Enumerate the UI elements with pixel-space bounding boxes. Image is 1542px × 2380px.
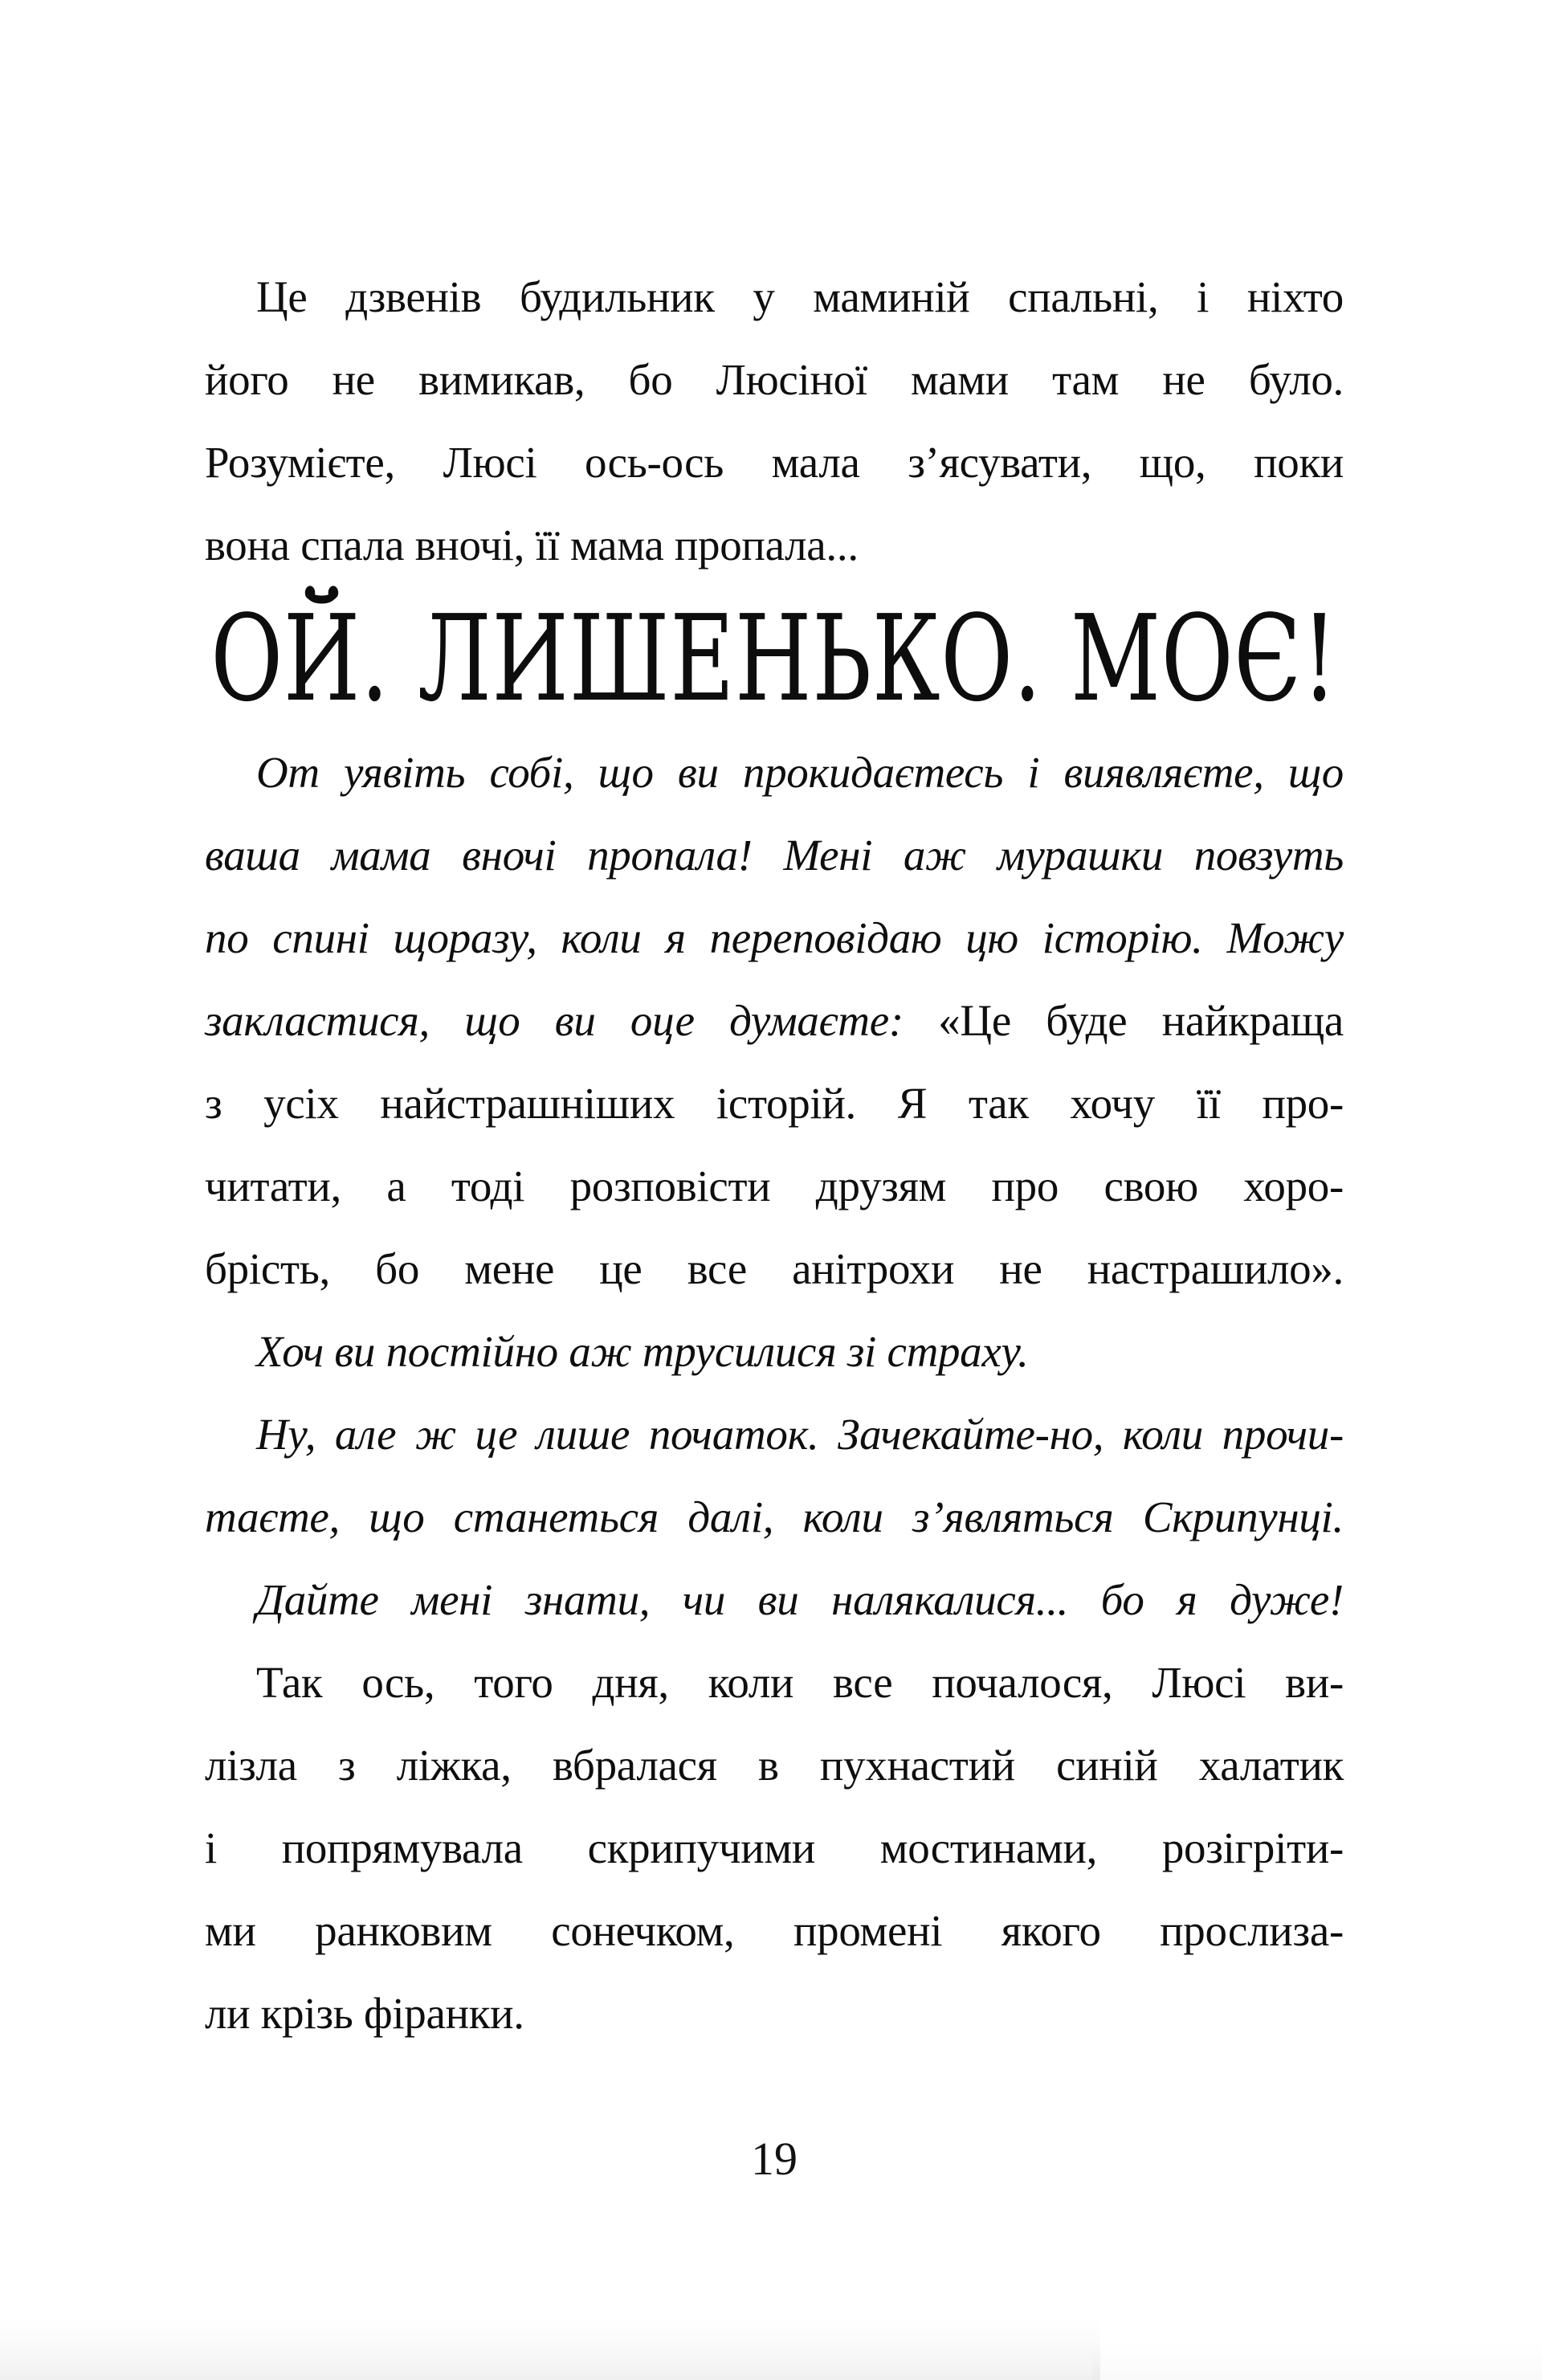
text-line: таєте, що станеться далі, коли з’являться Скрипунці. [205,1492,1344,1541]
text-line-mixed [205,979,1344,1062]
text-line: ваша мама вночі пропала! Мені аж мурашки повзуть [205,831,1344,880]
text-line: Дайте мені знати, чи ви налякалися... бо я дуже! [256,1575,1344,1624]
text-line: брість, бо мене це все анітрохи не настрашило». [205,1244,1344,1293]
text-line: і попрямувала скрипучими мостинами, розігріти- [205,1823,1344,1872]
page-bottom-shadow-right [1092,2344,1542,2380]
text-line: Так ось, того дня, коли все почалося, Люсі ви- [256,1658,1344,1707]
paragraph-narrator [205,731,1344,1310]
paragraph-narrator-teaser [205,1393,1344,1558]
text-line: ли крізь фіранки. [205,1989,524,2038]
text-line: Це дзвенів будильник у маминій спальні, і ніхто [256,272,1344,321]
paragraph-intro [205,255,1344,586]
text-line: вона спала вночі, її мама пропала... [205,520,859,569]
page-bottom-shadow [0,2320,1100,2380]
paragraph-story [205,1641,1344,2055]
text-line: по спині щоразу, коли я переповідаю цю історію. Можу [205,913,1344,962]
text-line: з усіх найстрашніших історій. Я так хочу її про- [205,1079,1344,1128]
text-line: лізла з ліжка, вбралася в пухнастий синій халатик [205,1741,1344,1790]
page-text-block [205,255,1344,2183]
page-number: 19 [751,2133,798,2185]
text-line-italic-segment: закластися, що ви оце думаєте: [205,996,939,1045]
text-line: читати, а тоді розповісти друзям про свою хоро- [205,1161,1344,1210]
paragraph-narrator-aside [205,1310,1344,1393]
text-line: його не вимикав, бо Люсіної мами там не було. [205,355,1344,404]
chapter-heading: ОЙ. ЛИШЕНЬКО. МОЄ! [210,590,1338,728]
text-line: Розумієте, Люсі ось-ось мала з’ясувати, що, поки [205,438,1344,487]
text-line: ми ранковим сонечком, промені якого прослиза- [205,1906,1344,1955]
text-line: Ну, але ж це лише початок. Зачекайте-но, коли прочи- [256,1410,1344,1459]
text-line: Хоч ви постійно аж трусилися зі страху. [256,1327,1029,1376]
text-line: От уявіть собі, що ви прокидаєтесь і виявляєте, що [256,748,1344,797]
text-line-regular-segment: «Це буде найкраща [938,996,1344,1045]
paragraph-narrator-challenge [205,1558,1344,1641]
